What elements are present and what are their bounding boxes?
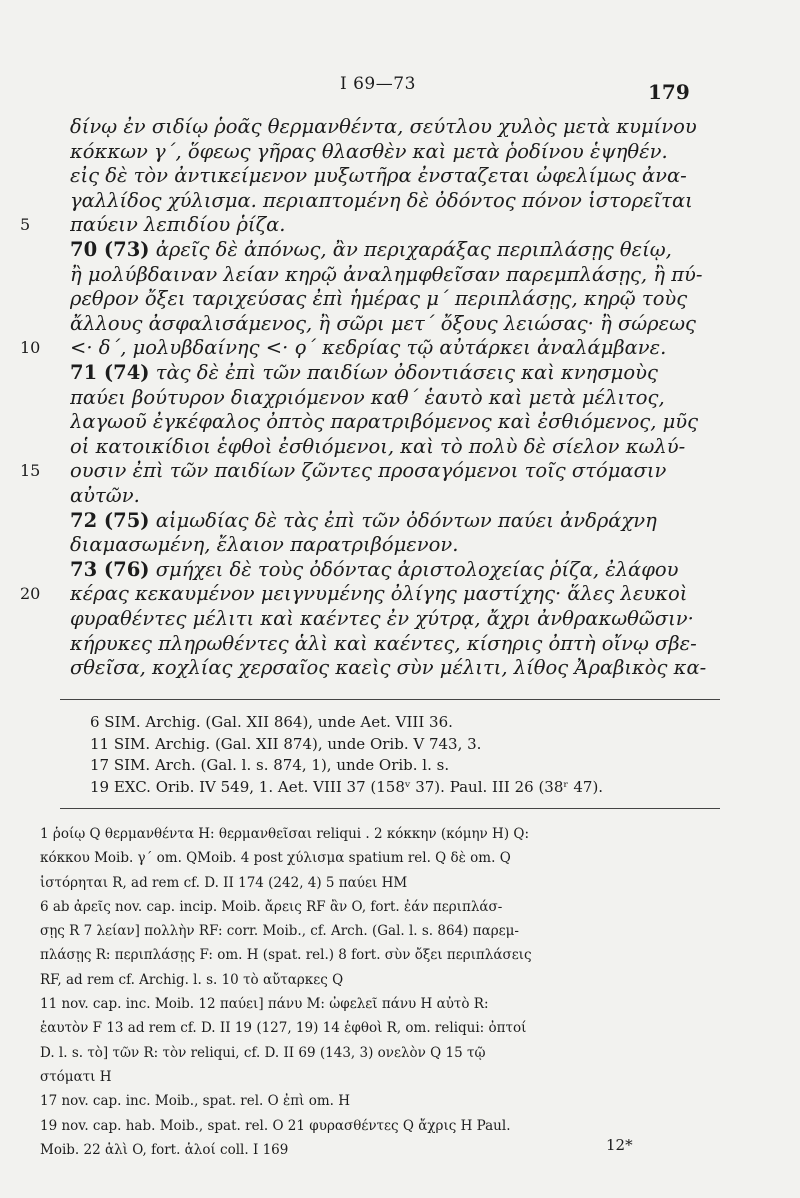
page-number: 179 xyxy=(648,80,690,104)
line-text: διαμασωμένη, ἔλαιον παρατριβόμενον. xyxy=(70,533,459,557)
line-text: κέρας κεκαυμένον μειγνυμένης ὀλίγης μαστίχης· ἅλες λευκοὶ xyxy=(70,582,688,606)
line-text: δίνῳ ἐν σιδίῳ ῥοᾶς θερμανθέντα, σεύτλου χυλὸς μετὰ κυμίνου xyxy=(70,115,697,138)
signature-mark: 12* xyxy=(606,1136,633,1154)
text-line xyxy=(70,533,710,556)
section-number: 73 (76) xyxy=(70,557,150,581)
line-text: κόκκων γ΄, ὅφεως γῆρας θλασθὲν καὶ μετὰ ῥοδίνου ἑψηθέν. xyxy=(70,139,668,163)
line-text: <· δ΄, μολυβδαίνης <· ϙ΄ κεδρίας τῷ αὐτάρκει ἀναλάμβανε. xyxy=(70,336,667,360)
line-text: κήρυκες πληρωθέντες ἁλὶ καὶ καέντες, κίσηρις ὀπτὴ οἴνῳ σβε- xyxy=(70,631,697,655)
source-line: 17 SIM. Arch. (Gal. l. s. 874, 1), unde Orib. l. s. xyxy=(90,756,450,774)
apparatus-line: Moib. 22 ἁλὶ O, fort. ἁλοί coll. I 169 xyxy=(40,1141,289,1158)
line-text: παύει βούτυρον διαχριόμενον καθ΄ ἑαυτὸ καὶ μετὰ μέλιτος, xyxy=(70,385,665,409)
apparatus-line: 17 nov. cap. inc. Moib., spat. rel. O ἐπὶ om. H xyxy=(40,1093,350,1110)
line-text: οἱ κατοικίδιοι ἑφθοὶ ἐσθιόμενοι, καὶ τὸ πολὺ δὲ σίελον κωλύ- xyxy=(70,434,686,458)
section-number: 71 (74) xyxy=(70,361,150,384)
line-text: ἀρεῖς δὲ ἀπόνως, ἂν περιχαράξας περιπλάσῃς θείῳ, xyxy=(149,238,672,261)
text-line xyxy=(70,435,710,458)
text-line xyxy=(70,632,710,655)
apparatus-line: ἑαυτὸν F 13 ad rem cf. D. II 19 (127, 19) 14 ἑφθοὶ R, om. reliqui: ὀπτοί xyxy=(40,1020,527,1037)
source-line: 19 EXC. Orib. IV 549, 1. Aet. VIII 37 (158ᵛ 37). Paul. III 26 (38ʳ 47). xyxy=(90,777,604,796)
apparatus-line: 11 nov. cap. inc. Moib. 12 παύει] πάνυ M: ὠφελεῖ πάνυ H αὐτὸ R: xyxy=(40,996,489,1013)
line-text: ουσιν ἐπὶ τῶν παιδίων ζῶντες προσαγόμενοι τοῖς στόμασιν xyxy=(70,459,667,483)
running-head: I 69—73 xyxy=(340,74,416,94)
text-line xyxy=(70,361,710,384)
line-text: γαλλίδος χύλισμα. περιαπτομένη δὲ ὀδόντος πόνον ἱστορεῖται xyxy=(70,188,693,212)
line-text: ρεθρον ὄξει ταριχεύσας ἐπὶ ἡμέρας μ΄ περιπλάσῃς, κηρῷ τοὺς xyxy=(70,287,688,311)
apparatus-line: RF, ad rem cf. Archig. l. s. 10 τὸ αὔταρκες Q xyxy=(40,971,344,988)
text-line xyxy=(70,213,710,236)
text-line xyxy=(70,263,710,286)
text-line xyxy=(70,287,710,310)
line-text: παύειν λεπιδίου ῥίζα. xyxy=(70,213,286,237)
page-header xyxy=(0,72,800,102)
text-line xyxy=(70,582,710,605)
apparatus-line: 6 ab ἀρεῖς nov. cap. incip. Moib. ἄρεις RF ἂν O, fort. ἐάν περιπλάσ- xyxy=(40,898,503,915)
apparatus-line: πλάσῃς R: περιπλάσῃς F: om. H (spat. rel.) 8 fort. σὺν ὄξει περιπλάσεις xyxy=(40,947,532,964)
text-line xyxy=(70,656,710,679)
apparatus-line: 1 ῥοίῳ Q θερμανθέντα H: θερμανθεῖσαι reliqui . 2 κόκκην (κόμην H) Q: xyxy=(40,826,530,842)
line-text: φυραθέντες μέλιτι καὶ καέντες ἐν χύτρᾳ, ἄχρι ἀνθρακωθῶσιν· xyxy=(70,607,694,630)
text-line xyxy=(70,484,710,507)
line-number: 5 xyxy=(20,215,31,235)
text-line xyxy=(70,509,710,532)
apparatus-line: 19 nov. cap. hab. Moib., spat. rel. O 21 φυρασθέντες Q ἄχρις H Paul. xyxy=(40,1117,511,1134)
line-number: 15 xyxy=(20,461,41,481)
text-line xyxy=(70,386,710,409)
apparatus-line: στόματι H xyxy=(40,1068,112,1085)
text-line xyxy=(70,336,710,359)
line-text: αὐτῶν. xyxy=(70,484,140,507)
line-text: τὰς δὲ ἐπὶ τῶν παιδίων ὀδοντιάσεις καὶ κνησμοὺς xyxy=(149,361,658,384)
source-line: 11 SIM. Archig. (Gal. XII 874), unde Orib. V 743, 3. xyxy=(90,734,482,753)
text-line xyxy=(70,312,710,335)
text-line xyxy=(70,459,710,482)
line-text: λαγωοῦ ἐγκέφαλος ὀπτὸς παρατριβόμενος καὶ ἐσθιόμενος, μῦς xyxy=(70,410,699,434)
section-number: 72 (75) xyxy=(70,508,150,532)
apparatus-line: σῃς R 7 λείαν] πολλὴν RF: corr. Moib., cf. Arch. (Gal. l. s. 864) παρεμ- xyxy=(40,923,519,940)
section-number: 70 (73) xyxy=(70,238,150,261)
text-line xyxy=(70,238,710,261)
text-line xyxy=(70,140,710,163)
line-text: αἱμωδίας δὲ τὰς ἐπὶ τῶν ὀδόντων παύει ἀνδράχνη xyxy=(149,508,657,532)
line-text: σθεῖσα, κοχλίας χερσαῖος καεὶς σὺν μέλιτι, λίθος Ἀραβικὸς κα- xyxy=(70,656,707,680)
text-line xyxy=(70,558,710,581)
line-text: σμήχει δὲ τοὺς ὀδόντας ἀριστολοχείας ῥίζα, ἐλάφου xyxy=(149,557,679,581)
line-text: ἢ μολύβδαιναν λείαν κηρῷ ἀναλημφθεῖσαν παρεμπλάσῃς, ἢ πύ- xyxy=(70,262,703,286)
source-line: 6 SIM. Archig. (Gal. XII 864), unde Aet. VIII 36. xyxy=(90,713,453,731)
separator-rule xyxy=(60,699,720,700)
text-line xyxy=(70,189,710,212)
line-text: εἰς δὲ τὸν ἀντικείμενον μυξωτῆρα ἐνσταζεται ὠφελίμως ἀνα- xyxy=(70,164,687,188)
text-line xyxy=(70,164,710,187)
apparatus-line: ἱστόρηται R, ad rem cf. D. II 174 (242, 4) 5 παύει HM xyxy=(40,874,408,891)
line-number: 20 xyxy=(20,584,41,604)
text-line xyxy=(70,607,710,630)
text-line xyxy=(70,115,710,138)
critical-apparatus xyxy=(40,822,720,1162)
apparatus-line: κόκκου Moib. γ΄ om. QMoib. 4 post χύλισμα spatium rel. Q δὲ om. Q xyxy=(40,850,511,867)
line-text: ἄλλους ἀσφαλισάμενος, ἢ σῶρι μετ΄ ὄξους λειώσας· ἢ σώρεως xyxy=(70,311,696,335)
text-line xyxy=(70,410,710,433)
separator-rule xyxy=(60,808,720,809)
sources-block xyxy=(90,712,603,798)
apparatus-line: D. l. s. τὸ] τῶν R: τὸν reliqui, cf. D. II 69 (143, 3) ονελὸν Q 15 τῷ xyxy=(40,1044,486,1061)
line-number: 10 xyxy=(20,338,41,358)
